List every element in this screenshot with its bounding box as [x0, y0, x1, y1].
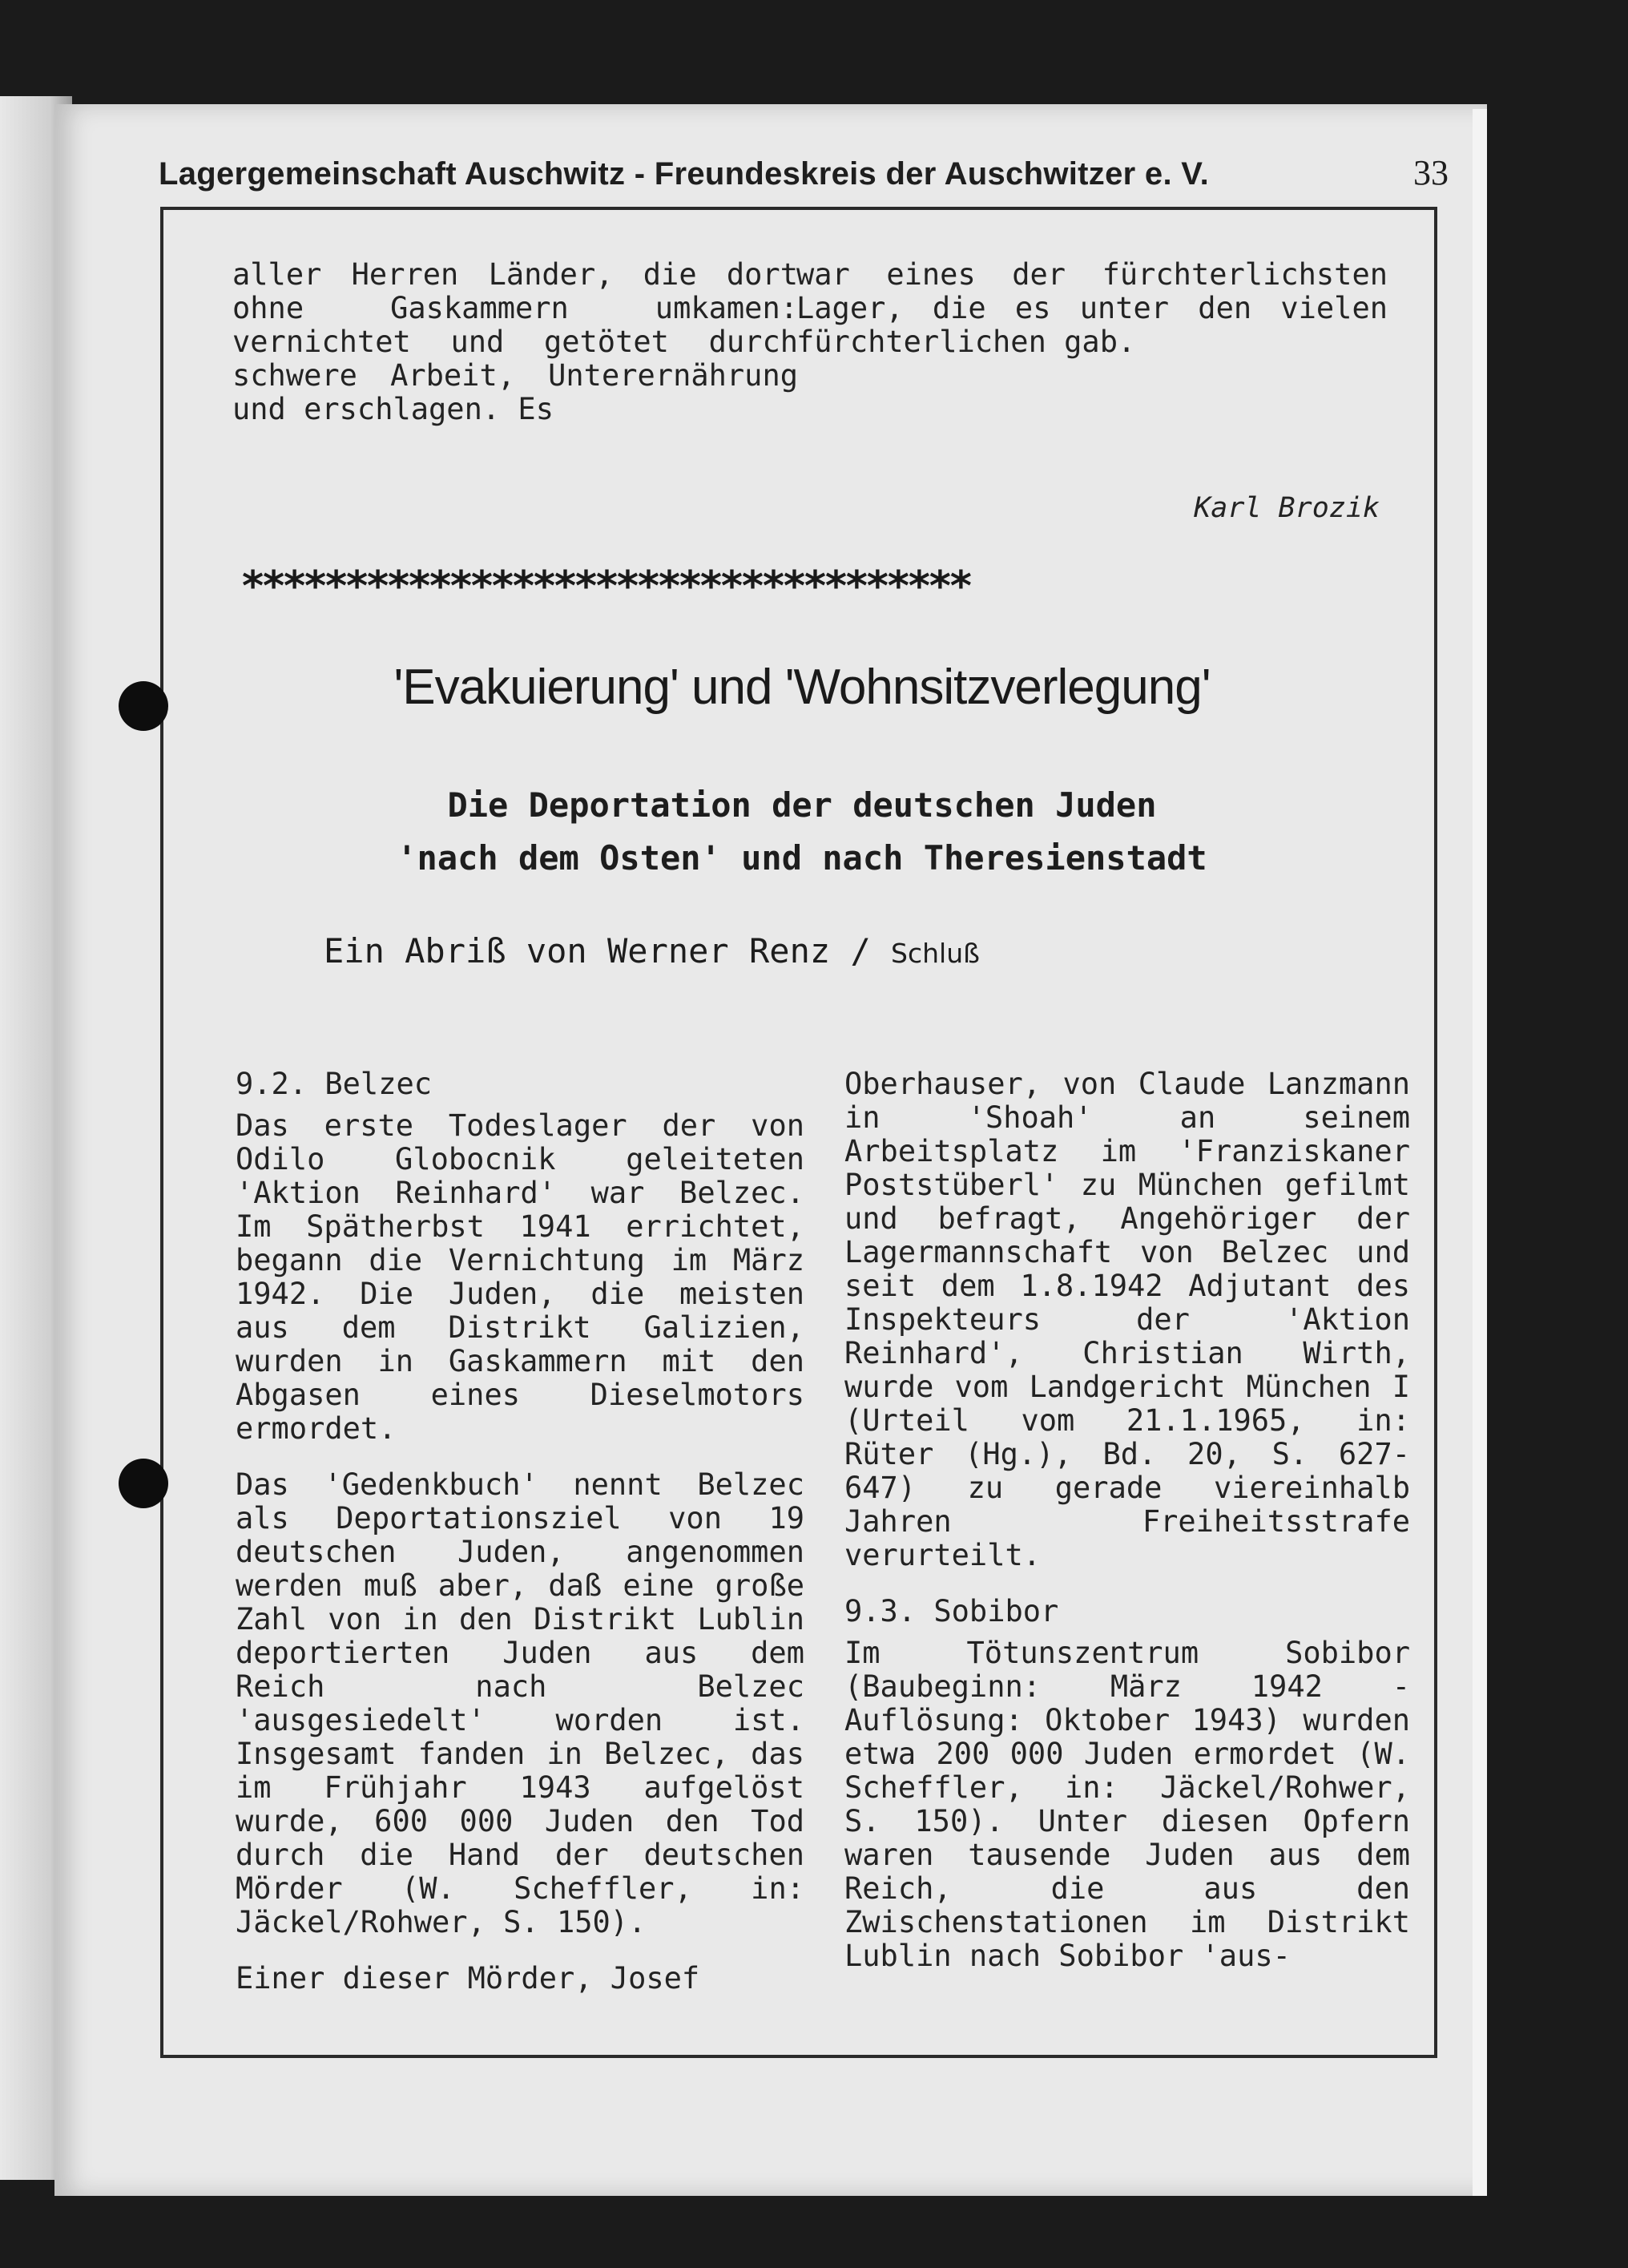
paragraph: Das 'Gedenkbuch' nennt Belzec als Deportationsziel von 19 deutschen Juden, angenommen werden muß aber, daß eine große Zahl von in den Distrikt Lublin deportierten Juden aus dem Reich nach Belzec 'ausgesiedelt' worden ist. Insgesamt fanden in Belzec, das im Frühjahr 1943 aufgelöst wurde, 600 000 Juden den Tod durch die Hand der deutschen Mörder (W. Scheffler, in: Jäckel/Rohwer, S. 150).: [236, 1467, 804, 1939]
left-column: [236, 1067, 804, 2018]
section-heading-belzec: 9.2. Belzec: [236, 1067, 433, 1101]
article-byline: [324, 931, 980, 971]
author-signature: Karl Brozik: [1194, 492, 1380, 524]
article-subtitle-line-2: 'nach dem Osten' und nach Theresienstadt: [397, 838, 1207, 878]
header-title: Lagergemeinschaft Auschwitz - Freundeskreis der Auschwitzer e. V.: [159, 156, 1210, 192]
article-frame: [160, 207, 1437, 2058]
byline-suffix: Schluß: [891, 938, 980, 969]
section-heading-sobibor: 9.3. Sobibor: [844, 1594, 1059, 1628]
paragraph: Einer dieser Mörder, Josef: [236, 1961, 700, 1996]
asterisk-divider: ***********************************: [242, 563, 971, 611]
top-right-paragraph: war eines der fürchterlichsten Lager, die es unter den vielen fürchterlichen gab.: [796, 257, 1388, 359]
punch-hole-top: [119, 681, 168, 731]
paragraph: Oberhauser, von Claude Lanzmann in 'Shoah' an seinem Arbeitsplatz im 'Franziskaner Poststüberl' zu München gefilmt und befragt, Angehöriger der Lagermannschaft von Belzec und seit dem 1.8.1942 Adjutant des Inspekteurs der 'Aktion Reinhard', Christian Wirth, wurde vom Landgericht München I (Urteil vom 21.1.1965, in: Rüter (Hg.), Bd. 20, S. 627-647) zu gerade viereinhalb Jahren Freiheitsstrafe verurteilt.: [844, 1067, 1410, 1572]
top-right-text-block: [796, 258, 1388, 381]
paragraph: Im Tötunszentrum Sobibor (Baubeginn: März 1942 - Auflösung: Oktober 1943) wurden etwa 200 000 Juden ermordet (W. Scheffler, in: Jäckel/Rohwer, S. 150). Unter diesen Opfern waren tausende Juden aus dem Reich, die aus den Zwischenstationen im Distrikt Lublin nach Sobibor 'aus-: [844, 1636, 1410, 1973]
top-left-paragraph: aller Herren Länder, die dort ohne Gaskammern umkamen: vernichtet und getötet durch schwere Arbeit, Unterernährung und erschlagen. Es: [232, 257, 798, 426]
article-title: 'Evakuierung' und 'Wohnsitzverlegung': [393, 660, 1211, 715]
document-page: [54, 104, 1487, 2196]
article-subtitle-line-1: Die Deportation der deutschen Juden: [447, 785, 1157, 825]
running-header: [159, 152, 1449, 200]
top-left-text-block: [232, 258, 798, 449]
punch-hole-bottom: [119, 1459, 168, 1508]
page-right-edge: [1473, 109, 1487, 2196]
page-number: 33: [1413, 153, 1449, 192]
byline-text: Ein Abriß von Werner Renz /: [324, 931, 871, 971]
paragraph: Das erste Todeslager der von Odilo Globocnik geleiteten 'Aktion Reinhard' war Belzec. Im Spätherbst 1941 errichtet, begann die Vernichtung im März 1942. Die Juden, die meisten aus dem Distrikt Galizien, wurden in Gaskammern mit den Abgasen eines Dieselmotors ermordet.: [236, 1108, 804, 1446]
right-column: [844, 1067, 1410, 1996]
